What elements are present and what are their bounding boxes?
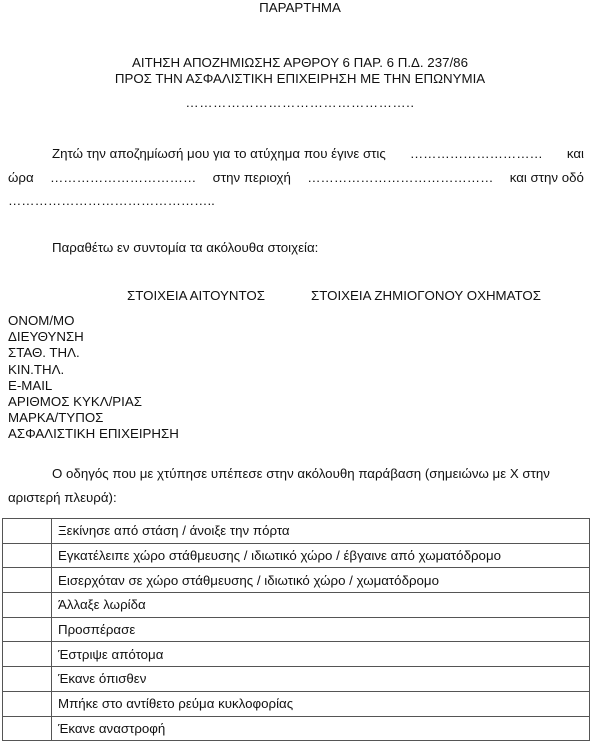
table-row — [3, 543, 590, 568]
table-row — [3, 568, 590, 593]
violation-label: Εισερχόταν σε χώρο στάθμευσης / ιδιωτικό χώρο / χωματόδρομο — [52, 568, 590, 593]
field-email: E-MAIL — [8, 377, 53, 393]
violation-checkbox-cell[interactable] — [3, 667, 52, 692]
table-row — [3, 519, 590, 544]
accident-time-blank[interactable]: …………………………… — [50, 170, 197, 185]
violation-checkbox-cell[interactable] — [3, 691, 52, 716]
request-paragraph-line1 — [52, 146, 584, 161]
table-row — [3, 691, 590, 716]
and-text: και — [566, 146, 584, 161]
table-row — [3, 667, 590, 692]
violation-label: Έκανε όπισθεν — [52, 667, 590, 692]
field-name: ΟΝΟΜ/ΜΟ — [8, 313, 75, 328]
field-make-model: ΜΑΡΚΑ/ΤΥΠΟΣ — [8, 410, 104, 426]
accident-street-blank[interactable]: ……………………………………….. — [8, 193, 215, 208]
table-row — [3, 617, 590, 642]
request-text: Ζητώ την αποζημίωσή μου για το ατύχημα που έγινε στις — [52, 146, 386, 161]
violation-label: Άλλαξε λωρίδα — [52, 593, 590, 618]
field-landline: ΣΤΑΘ. ΤΗΛ. — [8, 345, 80, 361]
violation-intro-line1 — [52, 466, 584, 481]
violation-intro-line2: αριστερή πλευρά): — [8, 490, 117, 505]
field-address: ΔΙΕΥΘΥΝΣΗ — [8, 329, 84, 345]
violation-checkbox-cell[interactable] — [3, 617, 52, 642]
violation-checkbox-cell[interactable] — [3, 593, 52, 618]
street-label: και στην οδό — [509, 170, 584, 185]
violation-label: Προσπέρασε — [52, 617, 590, 642]
vehicle-column-heading: ΣΤΟΙΧΕΙΑ ΖΗΜΙΟΓΟΝΟΥ ΟΧΗΜΑΤΟΣ — [311, 288, 541, 303]
insurer-name-blank[interactable]: ………………………………………….. — [185, 95, 415, 110]
area-label: στην περιοχή — [212, 170, 291, 185]
table-row — [3, 593, 590, 618]
violation-checkbox-cell[interactable] — [3, 642, 52, 667]
table-row — [3, 642, 590, 667]
violations-table — [2, 518, 590, 741]
time-label: ώρα — [8, 170, 34, 185]
request-heading-line2: ΠΡΟΣ ΤΗΝ ΑΣΦΑΛΙΣΤΙΚΗ ΕΠΙΧΕΙΡΗΣΗ ΜΕ ΤΗΝ ΕΠΩΝΥΜΙΑ — [114, 71, 486, 86]
violation-label: Ξεκίνησε από στάση / άνοιξε την πόρτα — [52, 519, 590, 544]
violation-checkbox-cell[interactable] — [3, 519, 52, 544]
violation-label: Μπήκε στο αντίθετο ρεύμα κυκλοφορίας — [52, 691, 590, 716]
table-row — [3, 716, 590, 741]
request-heading-line1: ΑΙΤΗΣΗ ΑΠΟΖΗΜΙΩΣΗΣ ΑΡΘΡΟΥ 6 ΠΑΡ. 6 Π.Δ. 237/86 — [132, 55, 468, 70]
field-mobile: ΚΙΝ.ΤΗΛ. — [8, 361, 65, 377]
violation-label: Εγκατέλειπε χώρο στάθμευσης / ιδιωτικό χώρο / έβγαινε από χωματόδρομο — [52, 543, 590, 568]
violation-intro-text: Ο οδηγός που με χτύπησε υπέπεσε στην ακόλουθη παράβαση (σημειώνω με Χ στην — [52, 466, 550, 481]
accident-area-blank[interactable]: …………………………………… — [307, 170, 494, 185]
violation-checkbox-cell[interactable] — [3, 543, 52, 568]
violation-checkbox-cell[interactable] — [3, 716, 52, 741]
violation-label: Έκανε αναστροφή — [52, 716, 590, 741]
applicant-column-heading: ΣΤΟΙΧΕΙΑ ΑΙΤΟΥΝΤΟΣ — [127, 288, 265, 303]
field-insurer: ΑΣΦΑΛΙΣΤΙΚΗ ΕΠΙΧΕΙΡΗΣΗ — [8, 426, 179, 442]
violation-checkbox-cell[interactable] — [3, 568, 52, 593]
field-plate-number: ΑΡΙΘΜΟΣ ΚΥΚΛ/ΡΙΑΣ — [8, 394, 142, 410]
accident-date-blank[interactable]: ………………………… — [409, 146, 543, 161]
request-paragraph-line2 — [8, 170, 584, 185]
field-labels-list — [8, 313, 179, 443]
violation-label: Έστριψε απότομα — [52, 642, 590, 667]
document-title: ΠΑΡΑΡΤΗΜΑ — [259, 0, 341, 15]
details-intro: Παραθέτω εν συντομία τα ακόλουθα στοιχεία: — [52, 240, 319, 255]
